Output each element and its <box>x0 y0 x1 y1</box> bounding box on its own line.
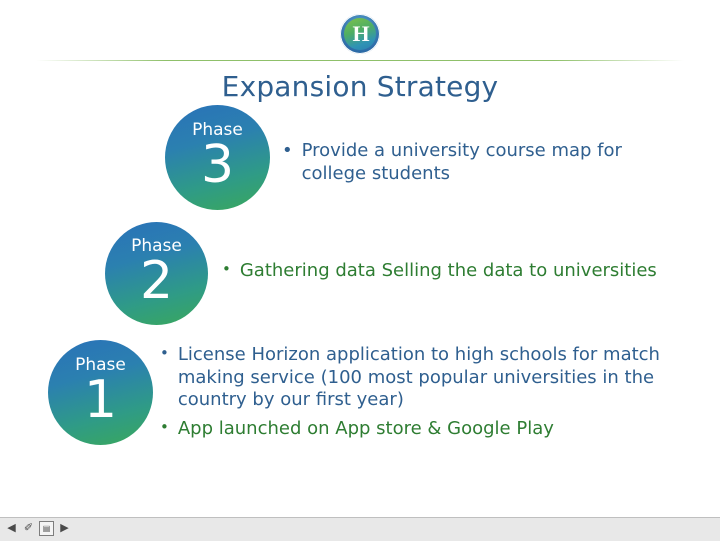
phase-2-bullets <box>222 260 672 283</box>
header-divider <box>36 60 684 61</box>
phase-2-label: Phase <box>131 236 182 256</box>
phase-3-bullets <box>282 140 692 185</box>
phase-2-number: 2 <box>139 251 174 311</box>
pen-tool-icon[interactable]: ✐ <box>23 522 34 534</box>
bullet-text: License Horizon application to high schools for match making service (100 most popular universities in the country by our first year) <box>177 344 660 410</box>
next-slide-icon[interactable]: ▶ <box>60 522 69 534</box>
previous-slide-icon[interactable]: ◀ <box>7 522 16 534</box>
phase-1-label: Phase <box>75 355 126 375</box>
phase-1-circle <box>48 340 153 445</box>
phase-3-circle <box>165 105 270 210</box>
page-title: Expansion Strategy <box>221 70 499 103</box>
status-bar <box>0 517 720 541</box>
horizon-h-logo-icon <box>340 14 380 54</box>
bullet-text: Gathering data Selling the data to universities <box>239 260 657 281</box>
phase-1-bullets <box>160 344 680 440</box>
phase-3-label: Phase <box>192 120 243 140</box>
phase-1-number: 1 <box>83 370 118 430</box>
bullet-marker-icon: • <box>222 260 231 278</box>
phase-2-circle <box>105 222 208 325</box>
phase-3-number: 3 <box>200 135 235 195</box>
bullet-marker-icon: • <box>282 140 293 161</box>
bullet-text: App launched on App store & Google Play <box>177 417 554 439</box>
bullet-marker-icon: • <box>160 344 169 362</box>
status-bar-tools <box>5 521 71 536</box>
bullet-text: Provide a university course map for college students <box>301 140 622 184</box>
list-item <box>160 344 680 412</box>
bullet-marker-icon: • <box>160 417 169 436</box>
list-item <box>282 140 692 185</box>
slide-menu-icon[interactable]: ▤ <box>39 521 54 536</box>
logo-glyph: H <box>352 21 368 46</box>
list-item <box>160 418 680 441</box>
list-item <box>222 260 672 283</box>
